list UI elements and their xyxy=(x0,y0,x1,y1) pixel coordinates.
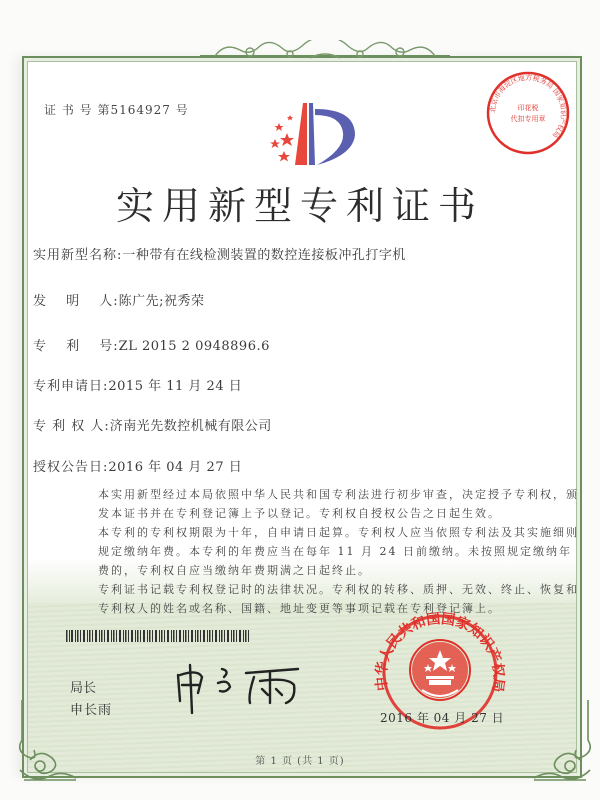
barcode-icon xyxy=(66,630,251,642)
corner-ornament-icon xyxy=(530,700,600,790)
tax-seal-ring-text: 北京市海淀区地方税务局 国家知识产权局 xyxy=(488,73,568,140)
field-value: 2016 年 04 月 27 日 xyxy=(108,460,243,475)
field-value: 2015 年 11 月 24 日 xyxy=(108,379,243,394)
field-label: 发 明 人: xyxy=(33,294,119,309)
field-application-date xyxy=(33,375,242,394)
certificate-number-label: 证 书 号 第 xyxy=(44,103,111,117)
field-value: ZL 2015 2 0948896.6 xyxy=(118,339,270,354)
field-value: 济南光先数控机械有限公司 xyxy=(109,419,272,434)
director-title: 局长 xyxy=(70,681,97,696)
certificate-number-value: 5164927 xyxy=(110,103,171,117)
body-paragraph: 专利证书记载专利权登记时的法律状况。专利权的转移、质押、无效、终止、恢复和专利权人的姓名或名称、国籍、地址变更等事项记载在专利登记簿上。 xyxy=(98,583,579,615)
field-value: 一种带有在线检测装置的数控连接板冲孔打字机 xyxy=(122,248,406,263)
tax-seal-line2: 代扣专用章 xyxy=(510,115,546,123)
field-inventor xyxy=(33,290,205,309)
certificate-body xyxy=(70,485,580,618)
certificate-number xyxy=(44,101,189,118)
national-emblem-icon xyxy=(410,640,470,700)
body-paragraph: 本专利的专利权期限为十年，自申请日起算。专利权人应当依照专利法及其实施细则规定缴纳年费。本专利的年费应当在每年 11 月 24 日前缴纳。未按照规定缴纳年费的，专利权自应当缴纳年费期满之日起终止。 xyxy=(98,526,579,577)
field-grant-date xyxy=(33,456,242,475)
tax-seal-line1: 印花税 xyxy=(517,104,539,112)
seal-ring-text: 中华人民共和国国家知识产权局 xyxy=(373,612,507,694)
field-label: 授权公告日: xyxy=(33,460,109,475)
field-patent-number xyxy=(33,335,270,354)
director-name: 申长雨 xyxy=(70,703,113,718)
body-paragraph: 本实用新型经过本局依照中华人民共和国专利法进行初步审查，决定授予专利权，颁发本证书并在专利登记簿上予以登记。专利权自授权公告之日起生效。 xyxy=(98,488,579,520)
patent-office-logo-icon xyxy=(255,95,370,165)
certificate-number-suffix: 号 xyxy=(175,103,189,117)
top-ornament-icon xyxy=(200,40,450,64)
field-label: 专利申请日: xyxy=(33,379,109,394)
page-indicator: 第 1 页 (共 1 页) xyxy=(255,756,345,767)
field-utility-model-name xyxy=(33,244,406,263)
field-label: 专 利 权 人: xyxy=(33,419,110,434)
field-label: 实用新型名称: xyxy=(33,248,123,263)
field-label: 专 利 号: xyxy=(33,339,119,354)
director-signature-icon xyxy=(170,655,310,715)
tax-stamp-seal-icon xyxy=(483,68,573,158)
field-patentee xyxy=(33,415,272,434)
certificate-title: 实用新型专利证书 xyxy=(115,184,484,228)
field-value: 陈广先;祝秀荣 xyxy=(118,294,205,309)
issue-date: 2016 年 04 月 27 日 xyxy=(380,711,505,725)
